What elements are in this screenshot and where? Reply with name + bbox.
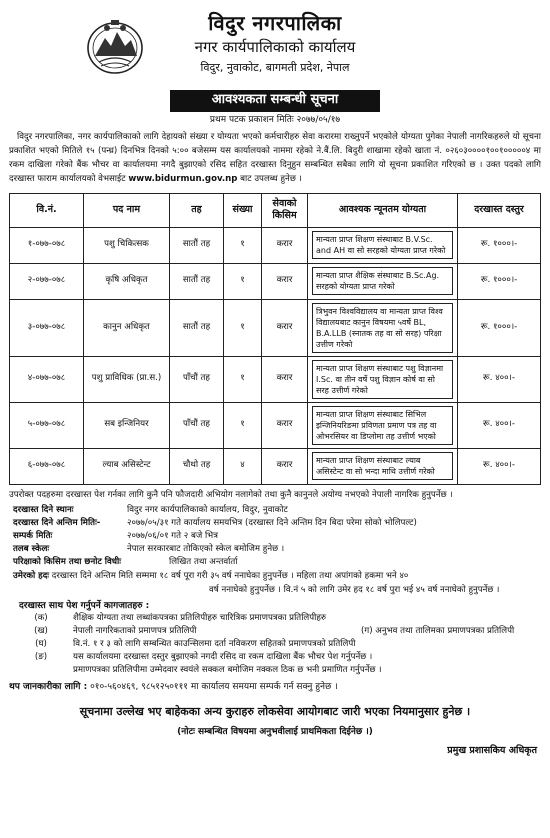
cell-fee: रू. १०००।- — [458, 299, 541, 356]
closing-statement: सूचनामा उल्लेख भए बाहेकका अन्य कुराहरु लोकसेवा आयोगबाट जारी भएका नियमानुसार हुनेछ । — [79, 704, 471, 718]
cell-fee: रू. १०००।- — [458, 227, 541, 263]
cell-post: कृषि अधिकृत — [84, 263, 170, 299]
cell-level: सातौं तह — [170, 299, 224, 356]
document-text: नेपाली नागरिकताको प्रमाणपत्र प्रतिलिपी — [73, 626, 197, 637]
intro-text: विदुर नगरपालिका, नगर कार्यपालिकाको लागि देहायको संख्या र योग्यता भएको कर्मचारीहरु सेवा करारमा राख्नुपर्ने भएकोले योग्यता पुगेका नेपाली नागरिकहरुले यो सूचना प्रकाशित भएको मितिले १५ (पन्ध्र) दिनभित्र दिनको ५:०० बजेसम्म यस कार्यालयको नाममा रहेको ने.बैं.लि. बिदुरी शाखामा रहेको खाता नं. ०२६०३००००१००१०००००४ मा रकम दाखिला गरेको बैंक भौचर वा कार्यालयमा नगदै बुझाएको रसिद सहित दरखास्त दिनुहुन सम्बन्धित सबैका लागि यो सूचना प्रकाशित गरिएको छ । उक्त पदको लागि दरखास्त फाराम कार्यालयको वेभसाईट — [9, 131, 541, 184]
document-item — [9, 651, 541, 664]
cell-level: पाँचौं तह — [170, 402, 224, 448]
cell-sn: १-०७७-०७८ — [10, 227, 84, 263]
contact-value: ०१०-५६०४६९, ९८५१२५०१११ मा कार्यालय समयमा सम्पर्क गर्न सक्नु हुनेछ । — [90, 682, 338, 693]
cell-count: १ — [224, 402, 262, 448]
document-item — [9, 612, 541, 625]
document-extra-note: प्रमाणपत्रका प्रतिलिपीमा उम्मेदवार स्वयंले सक्कल बमोजिम नक्कल ठिक छ भनी प्रमाणित गर्नुपर्नेछ । — [73, 665, 382, 676]
table-header-row — [10, 193, 541, 227]
document-text: शैक्षिक योग्यता तथा लब्धांकपत्रका प्रतिलिपीहरु चारित्रिक प्रमाणपत्रका प्रतिलिपीहरु — [73, 613, 327, 624]
cell-qualification: मान्यता प्राप्त शिक्षण संस्थाबाट B.V.Sc. and AH वा सो सरहको योग्यता प्राप्त गरेको — [312, 231, 453, 259]
cell-sn: ६-०७७-०७८ — [10, 448, 84, 484]
document-key: (ख) — [34, 626, 48, 637]
eligibility-note: उपरोक्त पदहरुमा दरखास्त पेश गर्नका लागि कुनै पनि फौजदारी अभियोग नलागेको तथा कुनै कानुनले अयोग्य नभएको नेपाली नागरिक हुनुपर्नेछ । — [9, 489, 453, 500]
contact-date-value: २०७७/०६/०१ गते २ बजे भित्र — [127, 530, 218, 541]
deadline-label: दरखास्त दिने अन्तिम मितिः- — [13, 517, 101, 528]
cell-fee: रू. ४००।- — [458, 448, 541, 484]
website-suffix: बाट उपलब्ध हुनेछ । — [237, 173, 302, 184]
cell-type: करार — [262, 263, 308, 299]
age-line-1: दरखास्त दिने अन्तिम मिति सम्ममा १८ वर्ष पूरा गरी ३५ वर्ष ननाघेका हुनुपर्नेछ । महिला तथा अपांगको हकमा भने ४० — [51, 570, 409, 581]
contact-info — [9, 682, 541, 694]
cell-post: पशु चिकित्सक — [84, 227, 170, 263]
cell-fee: रू. ४००।- — [458, 402, 541, 448]
website-link[interactable]: www.bidurmun.gov.np — [128, 173, 238, 184]
cell-type: करार — [262, 299, 308, 356]
exam-value: लिखित तथा अन्तर्वार्ता — [169, 556, 238, 567]
col-header-post: पद नाम — [84, 193, 170, 227]
municipality-emblem-icon — [85, 16, 145, 76]
cell-qualification: मान्यता प्राप्त शिक्षण संस्थाबाट सिभिल इन्जिनियरिङमा प्रविणता प्रमाण पत्र तह वा ओभरसियर वा डिप्लोमा तह उत्तीर्ण भएको — [312, 406, 453, 445]
cell-qualification: त्रिभुवन विश्वविद्यालय वा मान्यता प्राप्त विश्व विद्यालयबाट कानुन विषयमा ५वर्षे BL, B.A.LLB (स्नातक तह वा सो सरह) परिक्षा उत्तीण गरेको — [312, 303, 453, 353]
cell-sn: ५-०७७-०७८ — [10, 402, 84, 448]
col-header-fee: दरखास्त दस्तुर — [458, 193, 541, 227]
cell-count: १ — [224, 263, 262, 299]
cell-qualification: मान्यता प्राप्त शैक्षिक संस्थाबाट B.Sc.Ag. सरहको योग्यता प्राप्त गरेको — [312, 267, 453, 295]
cell-count: ४ — [224, 448, 262, 484]
vacancy-table — [9, 193, 541, 485]
cell-post: सब इन्जिनियर — [84, 402, 170, 448]
place-label: दरखास्त दिने स्थानः — [13, 504, 74, 515]
contact-date-label: सम्पर्क मितिः — [13, 530, 53, 541]
contact-label: थप जानकारीका लागि : — [9, 682, 88, 693]
cell-level: सातौं तह — [170, 227, 224, 263]
salary-value: नेपाल सरकारबाट तोकिएको स्केल बमोजिम हुनेछ । — [127, 543, 285, 554]
org-name: विदुर नगरपालिका — [208, 11, 342, 35]
table-row — [10, 263, 541, 299]
age-label: उमेरको हदः — [13, 570, 50, 581]
cell-type: करार — [262, 402, 308, 448]
cell-sn: ३-०७७-०७८ — [10, 299, 84, 356]
cell-fee: रू. १०००।- — [458, 263, 541, 299]
cell-type: करार — [262, 448, 308, 484]
exam-label: परिक्षाको किसिम तथा छनोट विधीः — [13, 556, 122, 567]
cell-type: करार — [262, 227, 308, 263]
place-value: विदुर नगर कार्यपालिकाको कार्यालय, विदुर, नुवाकोट — [127, 504, 288, 515]
intro-paragraph — [9, 130, 541, 186]
experience-note: (नोटः सम्बन्धित विषयमा अनुभवीलाई प्राथमिकता दिईनेछ ।) — [177, 727, 373, 738]
cell-post: पशु प्राविधिक (प्रा.स.) — [84, 356, 170, 402]
cell-sn: २-०७७-०७८ — [10, 263, 84, 299]
document-key: (क) — [34, 613, 48, 624]
cell-post: ल्याब असिस्टेन्ट — [84, 448, 170, 484]
table-row — [10, 227, 541, 263]
document-item — [9, 625, 541, 638]
office-address: विदुर, नुवाकोट, बागमती प्रदेश, नेपाल — [200, 60, 350, 74]
cell-fee: रू. ४००।- — [458, 356, 541, 402]
cell-level: पाँचौं तह — [170, 356, 224, 402]
cell-level: सातौं तह — [170, 263, 224, 299]
document-key: (ङ) — [34, 652, 48, 663]
cell-type: करार — [262, 356, 308, 402]
col-header-count: संख्या — [224, 193, 262, 227]
table-row — [10, 299, 541, 356]
age-limit — [9, 569, 541, 583]
office-name: नगर कार्यपालिकाको कार्यालय — [194, 38, 356, 56]
salary-label: तलब स्केलः — [13, 543, 50, 554]
deadline-value: २०७७/०५/३१ गते कार्यालय समयभित्र (दरखास्त दिने अन्तिम दिन बिदा परेमा सोको भोलिपल्ट) — [127, 517, 417, 528]
col-header-type: सेवाको किसिम — [262, 193, 308, 227]
col-header-qualification: आवश्यक न्यूनतम योग्यता — [308, 193, 458, 227]
signatory-title: प्रमुख प्रशासकिय अधिकृत — [447, 744, 537, 756]
col-header-level: तह — [170, 193, 224, 227]
cell-qualification: मान्यता प्राप्त शिक्षण संस्थाबाट पशु विज्ञानमा I.Sc. वा तीन वर्षे पशु विज्ञान कोर्ष वा सो सरह उत्तीर्ण गरेको — [312, 360, 453, 399]
age-line-2: वर्ष ननाघेको हुनुपर्नेछ । वि.नं ५ को लागि उमेर हद १८ वर्ष पुरा भई ४५ वर्ष ननाघेको हुनुपर्नेछ । — [209, 584, 500, 595]
table-row — [10, 402, 541, 448]
cell-level: चौथो तह — [170, 448, 224, 484]
application-info — [9, 504, 541, 597]
cell-count: १ — [224, 356, 262, 402]
cell-qualification: मान्यता प्राप्त शिक्षण संस्थाबाट ल्याब असिस्टेन्ट वा सो भन्दा माथि उत्तीर्ण गरेको — [312, 452, 453, 480]
document-text-right: (ग) अनुभव तथा तालिमका प्रमाणपत्रका प्रतिलिपी — [361, 626, 515, 637]
table-row — [10, 448, 541, 484]
publish-date: प्रथम पटक प्रकाशन मितिः २०७७/०५/१७ — [209, 114, 341, 125]
document-key: (घ) — [35, 639, 47, 650]
cell-post: कानुन अधिकृत — [84, 299, 170, 356]
document-text: यस कार्यालयमा दरखास्त दस्तुर बुझाएको नगदी रसिद वा रकम दाखिला बैंक भौचर पेश गर्नुपर्नेछ । — [73, 652, 373, 663]
document-text: वि.नं. १ र ३ को लागि सम्बन्धित काउन्सिलमा दर्ता नविकरण सहितको प्रमाणपत्रको प्रतिलिपी — [73, 639, 356, 650]
notice-title: आवश्यकता सम्बन्धी सूचना — [170, 90, 380, 112]
cell-count: १ — [224, 299, 262, 356]
document-item — [9, 638, 541, 651]
col-header-sn: वि.नं. — [10, 193, 84, 227]
cell-sn: ४-०७७-०७८ — [10, 356, 84, 402]
cell-count: १ — [224, 227, 262, 263]
table-row — [10, 356, 541, 402]
notice-header — [9, 6, 541, 88]
documents-title: दरखास्त साथ पेश गर्नुपर्ने कागजातहरु : — [19, 600, 150, 611]
